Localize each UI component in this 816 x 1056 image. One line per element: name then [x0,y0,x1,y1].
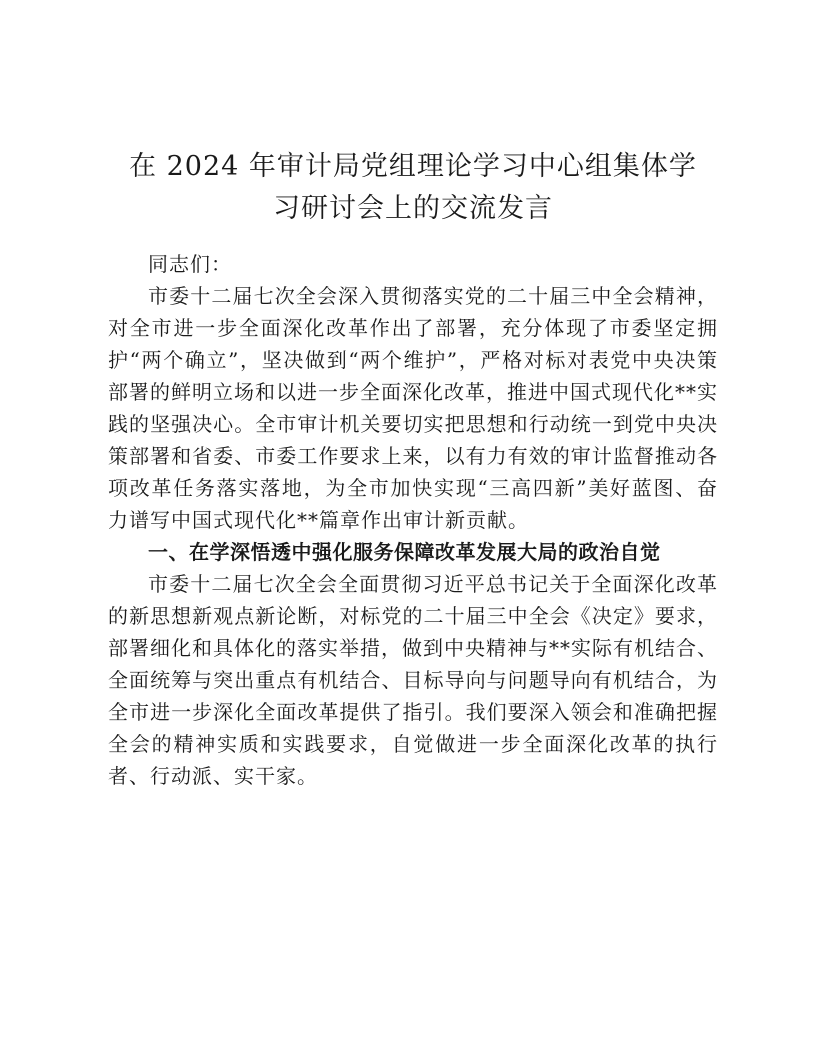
title-line-2: 习研讨会上的交流发言 [273,193,553,224]
salutation: 同志们： [148,252,232,276]
title-line-1: 在 2024 年审计局党组理论学习中心组集体学 [129,151,697,182]
section-paragraph: 市委十二届七次全会全面贯彻习近平总书记关于全面深化改革的新思想新观点新论断，对标党的二十届三中全会《决定》要求，部署细化和具体化的落实举措，做到中央精神与**实际有机结合、全面统筹与突出重点有机结合、目标导向与问题导向有机结合，为全市进一步深化全面改革提供了指引。我们要深入领会和准确把握全会的精神实质和实践要求，自觉做进一步全面深化改革的执行者、行动派、实干家。 [108,572,718,788]
document-body [108,146,718,792]
document-title [108,146,718,230]
intro-paragraph: 市委十二届七次全会深入贯彻落实党的二十届三中全会精神，对全市进一步全面深化改革作出了部署，充分体现了市委坚定拥护“两个确立”，坚决做到“两个维护”，严格对标对表党中央决策部署的鲜明立场和以进一步全面深化改革，推进中国式现代化**实践的坚强决心。全市审计机关要切实把思想和行动统一到党中央决策部署和省委、市委工作要求上来，以有力有效的审计监督推动各项改革任务落实落地，为全市加快实现“三高四新”美好蓝图、奋力谱写中国式现代化**篇章作出审计新贡献。 [108,284,718,532]
section-heading: 一、在学深悟透中强化服务保障改革发展大局的政治自觉 [148,540,661,564]
